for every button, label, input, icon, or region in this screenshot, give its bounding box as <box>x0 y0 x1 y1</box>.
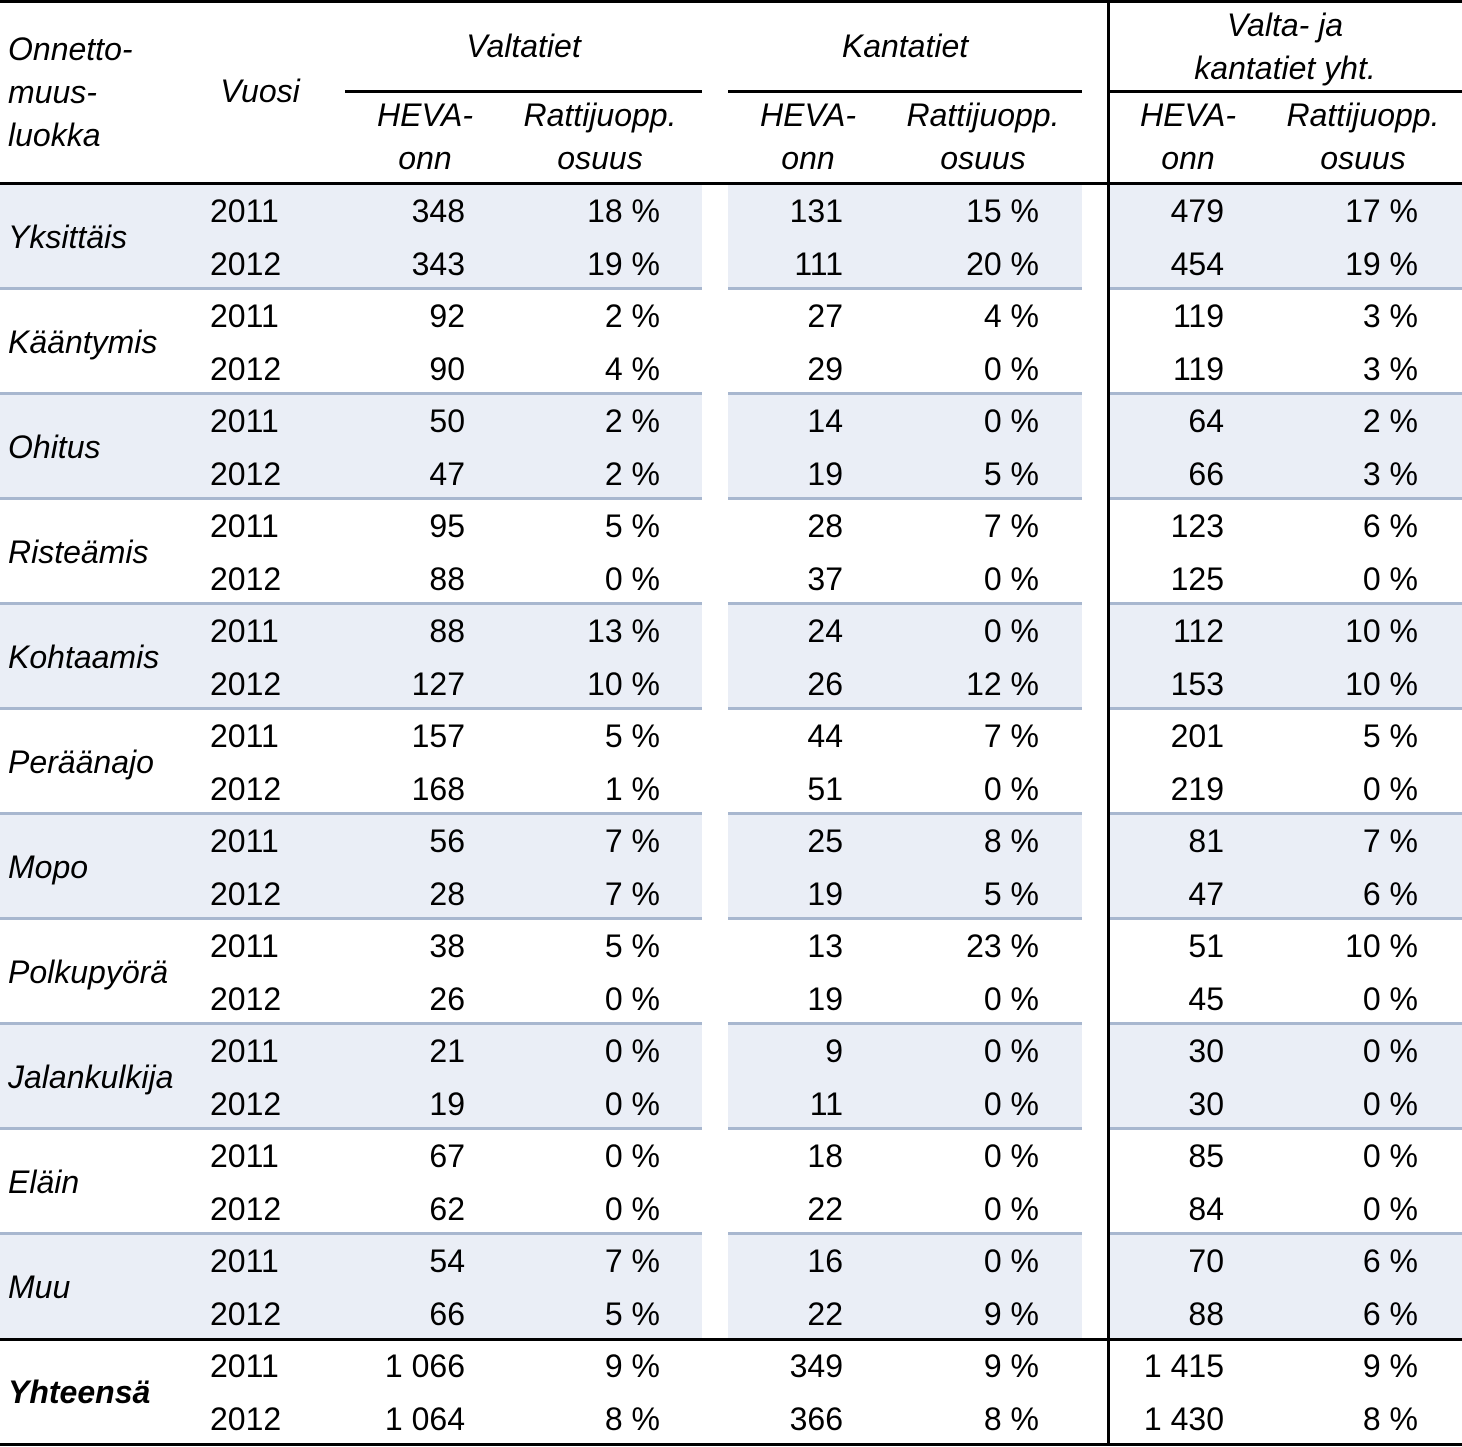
value-cell: 19 <box>807 876 843 912</box>
value-cell: 45 <box>1188 981 1224 1017</box>
row-separator <box>728 287 1082 290</box>
value-cell: 30 <box>1188 1033 1224 1069</box>
value-cell: 9 % <box>1362 1348 1418 1384</box>
value-cell: 5 % <box>983 456 1039 492</box>
value-cell: 70 <box>1188 1243 1224 1279</box>
value-cell: 0 % <box>604 1033 660 1069</box>
year-cell: 2011 <box>210 1243 279 1279</box>
value-cell: 85 <box>1188 1138 1224 1174</box>
value-cell: 1 430 <box>1143 1401 1224 1437</box>
value-cell: 343 <box>411 246 465 282</box>
value-cell: 24 <box>807 613 843 649</box>
top-rule <box>0 0 1462 3</box>
value-cell: 62 <box>429 1191 465 1227</box>
value-cell: 4 % <box>983 298 1039 334</box>
value-cell: 8 % <box>604 1401 660 1437</box>
category-label: Ohitus <box>8 429 101 465</box>
value-cell: 1 415 <box>1143 1348 1224 1384</box>
value-cell: 7 % <box>604 823 660 859</box>
value-cell: 0 % <box>983 613 1039 649</box>
value-cell: 0 % <box>604 1191 660 1227</box>
row-separator <box>728 497 1082 500</box>
value-cell: 6 % <box>1362 876 1418 912</box>
value-cell: 88 <box>1188 1296 1224 1332</box>
value-cell: 0 % <box>1362 561 1418 597</box>
value-cell: 0 % <box>983 1191 1039 1227</box>
value-cell: 0 % <box>1362 771 1418 807</box>
group-col1-header-2: HEVA- onn <box>1139 97 1237 176</box>
value-cell: 26 <box>807 666 843 702</box>
value-cell: 127 <box>411 666 465 702</box>
value-cell: 27 <box>807 298 843 334</box>
value-cell: 81 <box>1188 823 1224 859</box>
value-cell: 19 <box>807 981 843 1017</box>
group-title-0: Valtatiet <box>466 28 581 64</box>
value-cell: 23 % <box>966 928 1039 964</box>
value-cell: 2 % <box>604 403 660 439</box>
value-cell: 88 <box>429 613 465 649</box>
value-cell: 6 % <box>1362 1243 1418 1279</box>
group-title-2: Valta- ja kantatiet yht. <box>1194 7 1376 86</box>
value-cell: 95 <box>429 508 465 544</box>
year-cell: 2011 <box>210 823 279 859</box>
value-cell: 22 <box>807 1296 843 1332</box>
row-separator <box>0 497 702 500</box>
value-cell: 0 % <box>983 771 1039 807</box>
value-cell: 47 <box>1188 876 1224 912</box>
value-cell: 56 <box>429 823 465 859</box>
group-col1-header-1: HEVA- onn <box>759 97 857 176</box>
value-cell: 119 <box>1172 351 1224 387</box>
value-cell: 6 % <box>1362 1296 1418 1332</box>
value-cell: 16 <box>807 1243 843 1279</box>
year-cell: 2011 <box>210 1033 279 1069</box>
value-cell: 17 % <box>1345 193 1418 229</box>
value-cell: 0 % <box>1362 1086 1418 1122</box>
year-cell: 2011 <box>210 928 279 964</box>
category-label: Muu <box>8 1269 71 1305</box>
year-cell: 2011 <box>210 403 279 439</box>
row-separator <box>0 917 702 920</box>
row-separator <box>1108 707 1462 710</box>
value-cell: 201 <box>1170 718 1224 754</box>
value-cell: 0 % <box>983 1033 1039 1069</box>
row-separator <box>728 1127 1082 1130</box>
category-label: Kääntymis <box>8 324 158 360</box>
value-cell: 29 <box>807 351 843 387</box>
value-cell: 2 % <box>1362 403 1418 439</box>
value-cell: 0 % <box>1362 1033 1418 1069</box>
value-cell: 0 % <box>604 561 660 597</box>
value-cell: 168 <box>411 771 465 807</box>
value-cell: 84 <box>1188 1191 1224 1227</box>
year-cell: 2012 <box>210 876 282 912</box>
group-col2-header-0: Rattijuopp. osuus <box>523 97 677 176</box>
value-cell: 18 % <box>587 193 660 229</box>
value-cell: 19 <box>429 1086 465 1122</box>
value-cell: 12 % <box>966 666 1039 702</box>
value-cell: 6 % <box>1362 508 1418 544</box>
value-cell: 5 % <box>604 718 660 754</box>
group-rule-kantatiet <box>728 90 1082 93</box>
value-cell: 1 064 <box>384 1401 465 1437</box>
value-cell: 8 % <box>983 1401 1039 1437</box>
row-separator <box>728 917 1082 920</box>
value-cell: 67 <box>429 1138 465 1174</box>
value-cell: 0 % <box>983 1138 1039 1174</box>
value-cell: 30 <box>1188 1086 1224 1122</box>
value-cell: 0 % <box>1362 1138 1418 1174</box>
value-cell: 47 <box>429 456 465 492</box>
bottom-rule <box>0 1443 1462 1446</box>
row-separator <box>1108 287 1462 290</box>
vertical-divider <box>1107 0 1110 1446</box>
group-col2-header-2: Rattijuopp. osuus <box>1286 97 1440 176</box>
value-cell: 5 % <box>983 876 1039 912</box>
value-cell: 10 % <box>1345 666 1418 702</box>
group-title-1: Kantatiet <box>841 28 969 64</box>
value-cell: 19 % <box>1345 246 1418 282</box>
value-cell: 0 % <box>604 981 660 1017</box>
value-cell: 5 % <box>1362 718 1418 754</box>
value-cell: 219 <box>1170 771 1224 807</box>
year-cell: 2011 <box>210 193 279 229</box>
value-cell: 66 <box>1188 456 1224 492</box>
category-label: Eläin <box>8 1164 80 1200</box>
row-separator <box>1108 917 1462 920</box>
value-cell: 5 % <box>604 508 660 544</box>
value-cell: 7 % <box>983 718 1039 754</box>
value-cell: 8 % <box>983 823 1039 859</box>
value-cell: 8 % <box>1362 1401 1418 1437</box>
value-cell: 13 % <box>587 613 660 649</box>
value-cell: 10 % <box>587 666 660 702</box>
total-rule <box>0 1338 1462 1341</box>
value-cell: 90 <box>429 351 465 387</box>
category-label: Yksittäis <box>8 219 128 255</box>
value-cell: 119 <box>1172 298 1224 334</box>
year-cell: 2012 <box>210 561 282 597</box>
value-cell: 19 <box>807 456 843 492</box>
value-cell: 26 <box>429 981 465 1017</box>
row-separator <box>1108 497 1462 500</box>
value-cell: 11 <box>809 1086 843 1122</box>
value-cell: 4 % <box>604 351 660 387</box>
value-cell: 50 <box>429 403 465 439</box>
value-cell: 0 % <box>604 1086 660 1122</box>
total-label: Yhteensä <box>8 1374 151 1410</box>
year-cell: 2012 <box>210 1401 282 1437</box>
category-label: Peräänajo <box>8 744 154 780</box>
row-separator <box>0 287 702 290</box>
value-cell: 157 <box>411 718 465 754</box>
value-cell: 348 <box>411 193 465 229</box>
value-cell: 7 % <box>604 1243 660 1279</box>
value-cell: 2 % <box>604 456 660 492</box>
value-cell: 479 <box>1170 193 1224 229</box>
value-cell: 0 % <box>983 403 1039 439</box>
value-cell: 454 <box>1170 246 1224 282</box>
value-cell: 349 <box>789 1348 843 1384</box>
row-separator <box>0 707 702 710</box>
value-cell: 7 % <box>604 876 660 912</box>
value-cell: 9 % <box>983 1296 1039 1332</box>
group-col1-header-0: HEVA- onn <box>376 97 474 176</box>
value-cell: 111 <box>794 246 843 282</box>
value-cell: 25 <box>807 823 843 859</box>
value-cell: 22 <box>807 1191 843 1227</box>
value-cell: 37 <box>807 561 843 597</box>
value-cell: 28 <box>807 508 843 544</box>
year-header: Vuosi <box>220 73 300 109</box>
value-cell: 112 <box>1172 613 1224 649</box>
group-rule-yht <box>1108 90 1462 93</box>
value-cell: 1 066 <box>384 1348 465 1384</box>
value-cell: 18 <box>807 1138 843 1174</box>
value-cell: 10 % <box>1345 928 1418 964</box>
year-cell: 2012 <box>210 771 282 807</box>
value-cell: 3 % <box>1362 351 1418 387</box>
value-cell: 10 % <box>1345 613 1418 649</box>
value-cell: 1 % <box>604 771 660 807</box>
value-cell: 131 <box>789 193 843 229</box>
year-cell: 2012 <box>210 351 282 387</box>
value-cell: 21 <box>429 1033 465 1069</box>
value-cell: 0 % <box>1362 981 1418 1017</box>
year-cell: 2011 <box>210 298 279 334</box>
year-cell: 2012 <box>210 981 282 1017</box>
value-cell: 5 % <box>604 928 660 964</box>
year-cell: 2012 <box>210 1191 282 1227</box>
category-label: Mopo <box>8 849 89 885</box>
value-cell: 125 <box>1170 561 1224 597</box>
value-cell: 0 % <box>604 1138 660 1174</box>
value-cell: 0 % <box>983 981 1039 1017</box>
value-cell: 15 % <box>966 193 1039 229</box>
value-cell: 51 <box>807 771 843 807</box>
category-header: Onnetto- muus- luokka <box>8 31 133 153</box>
value-cell: 0 % <box>983 1243 1039 1279</box>
value-cell: 5 % <box>604 1296 660 1332</box>
value-cell: 64 <box>1188 403 1224 439</box>
value-cell: 51 <box>1188 928 1224 964</box>
year-cell: 2012 <box>210 1296 282 1332</box>
value-cell: 3 % <box>1362 456 1418 492</box>
value-cell: 20 % <box>966 246 1039 282</box>
category-label: Kohtaamis <box>8 639 160 675</box>
category-label: Risteämis <box>8 534 149 570</box>
value-cell: 28 <box>429 876 465 912</box>
row-separator <box>728 707 1082 710</box>
year-cell: 2012 <box>210 456 282 492</box>
year-cell: 2012 <box>210 246 282 282</box>
value-cell: 14 <box>807 403 843 439</box>
year-cell: 2012 <box>210 1086 282 1122</box>
value-cell: 38 <box>429 928 465 964</box>
value-cell: 88 <box>429 561 465 597</box>
value-cell: 13 <box>807 928 843 964</box>
value-cell: 366 <box>789 1401 843 1437</box>
row-separator <box>1108 1127 1462 1130</box>
year-cell: 2011 <box>210 1138 279 1174</box>
value-cell: 0 % <box>1362 1191 1418 1227</box>
row-separator <box>0 1127 702 1130</box>
group-rule-valtatiet <box>345 90 702 93</box>
value-cell: 92 <box>429 298 465 334</box>
value-cell: 44 <box>807 718 843 754</box>
value-cell: 9 % <box>604 1348 660 1384</box>
category-label: Polkupyörä <box>8 954 169 990</box>
value-cell: 153 <box>1170 666 1224 702</box>
value-cell: 3 % <box>1362 298 1418 334</box>
value-cell: 0 % <box>983 561 1039 597</box>
year-cell: 2011 <box>210 508 279 544</box>
value-cell: 123 <box>1170 508 1224 544</box>
year-cell: 2011 <box>210 718 279 754</box>
year-cell: 2011 <box>210 1348 279 1384</box>
value-cell: 7 % <box>1362 823 1418 859</box>
year-cell: 2012 <box>210 666 282 702</box>
value-cell: 9 <box>825 1033 843 1069</box>
value-cell: 9 % <box>983 1348 1039 1384</box>
value-cell: 0 % <box>983 351 1039 387</box>
year-cell: 2011 <box>210 613 279 649</box>
group-col2-header-1: Rattijuopp. osuus <box>906 97 1060 176</box>
category-label: Jalankulkija <box>8 1059 174 1095</box>
value-cell: 54 <box>429 1243 465 1279</box>
value-cell: 7 % <box>983 508 1039 544</box>
value-cell: 2 % <box>604 298 660 334</box>
value-cell: 0 % <box>983 1086 1039 1122</box>
value-cell: 66 <box>429 1296 465 1332</box>
value-cell: 19 % <box>587 246 660 282</box>
